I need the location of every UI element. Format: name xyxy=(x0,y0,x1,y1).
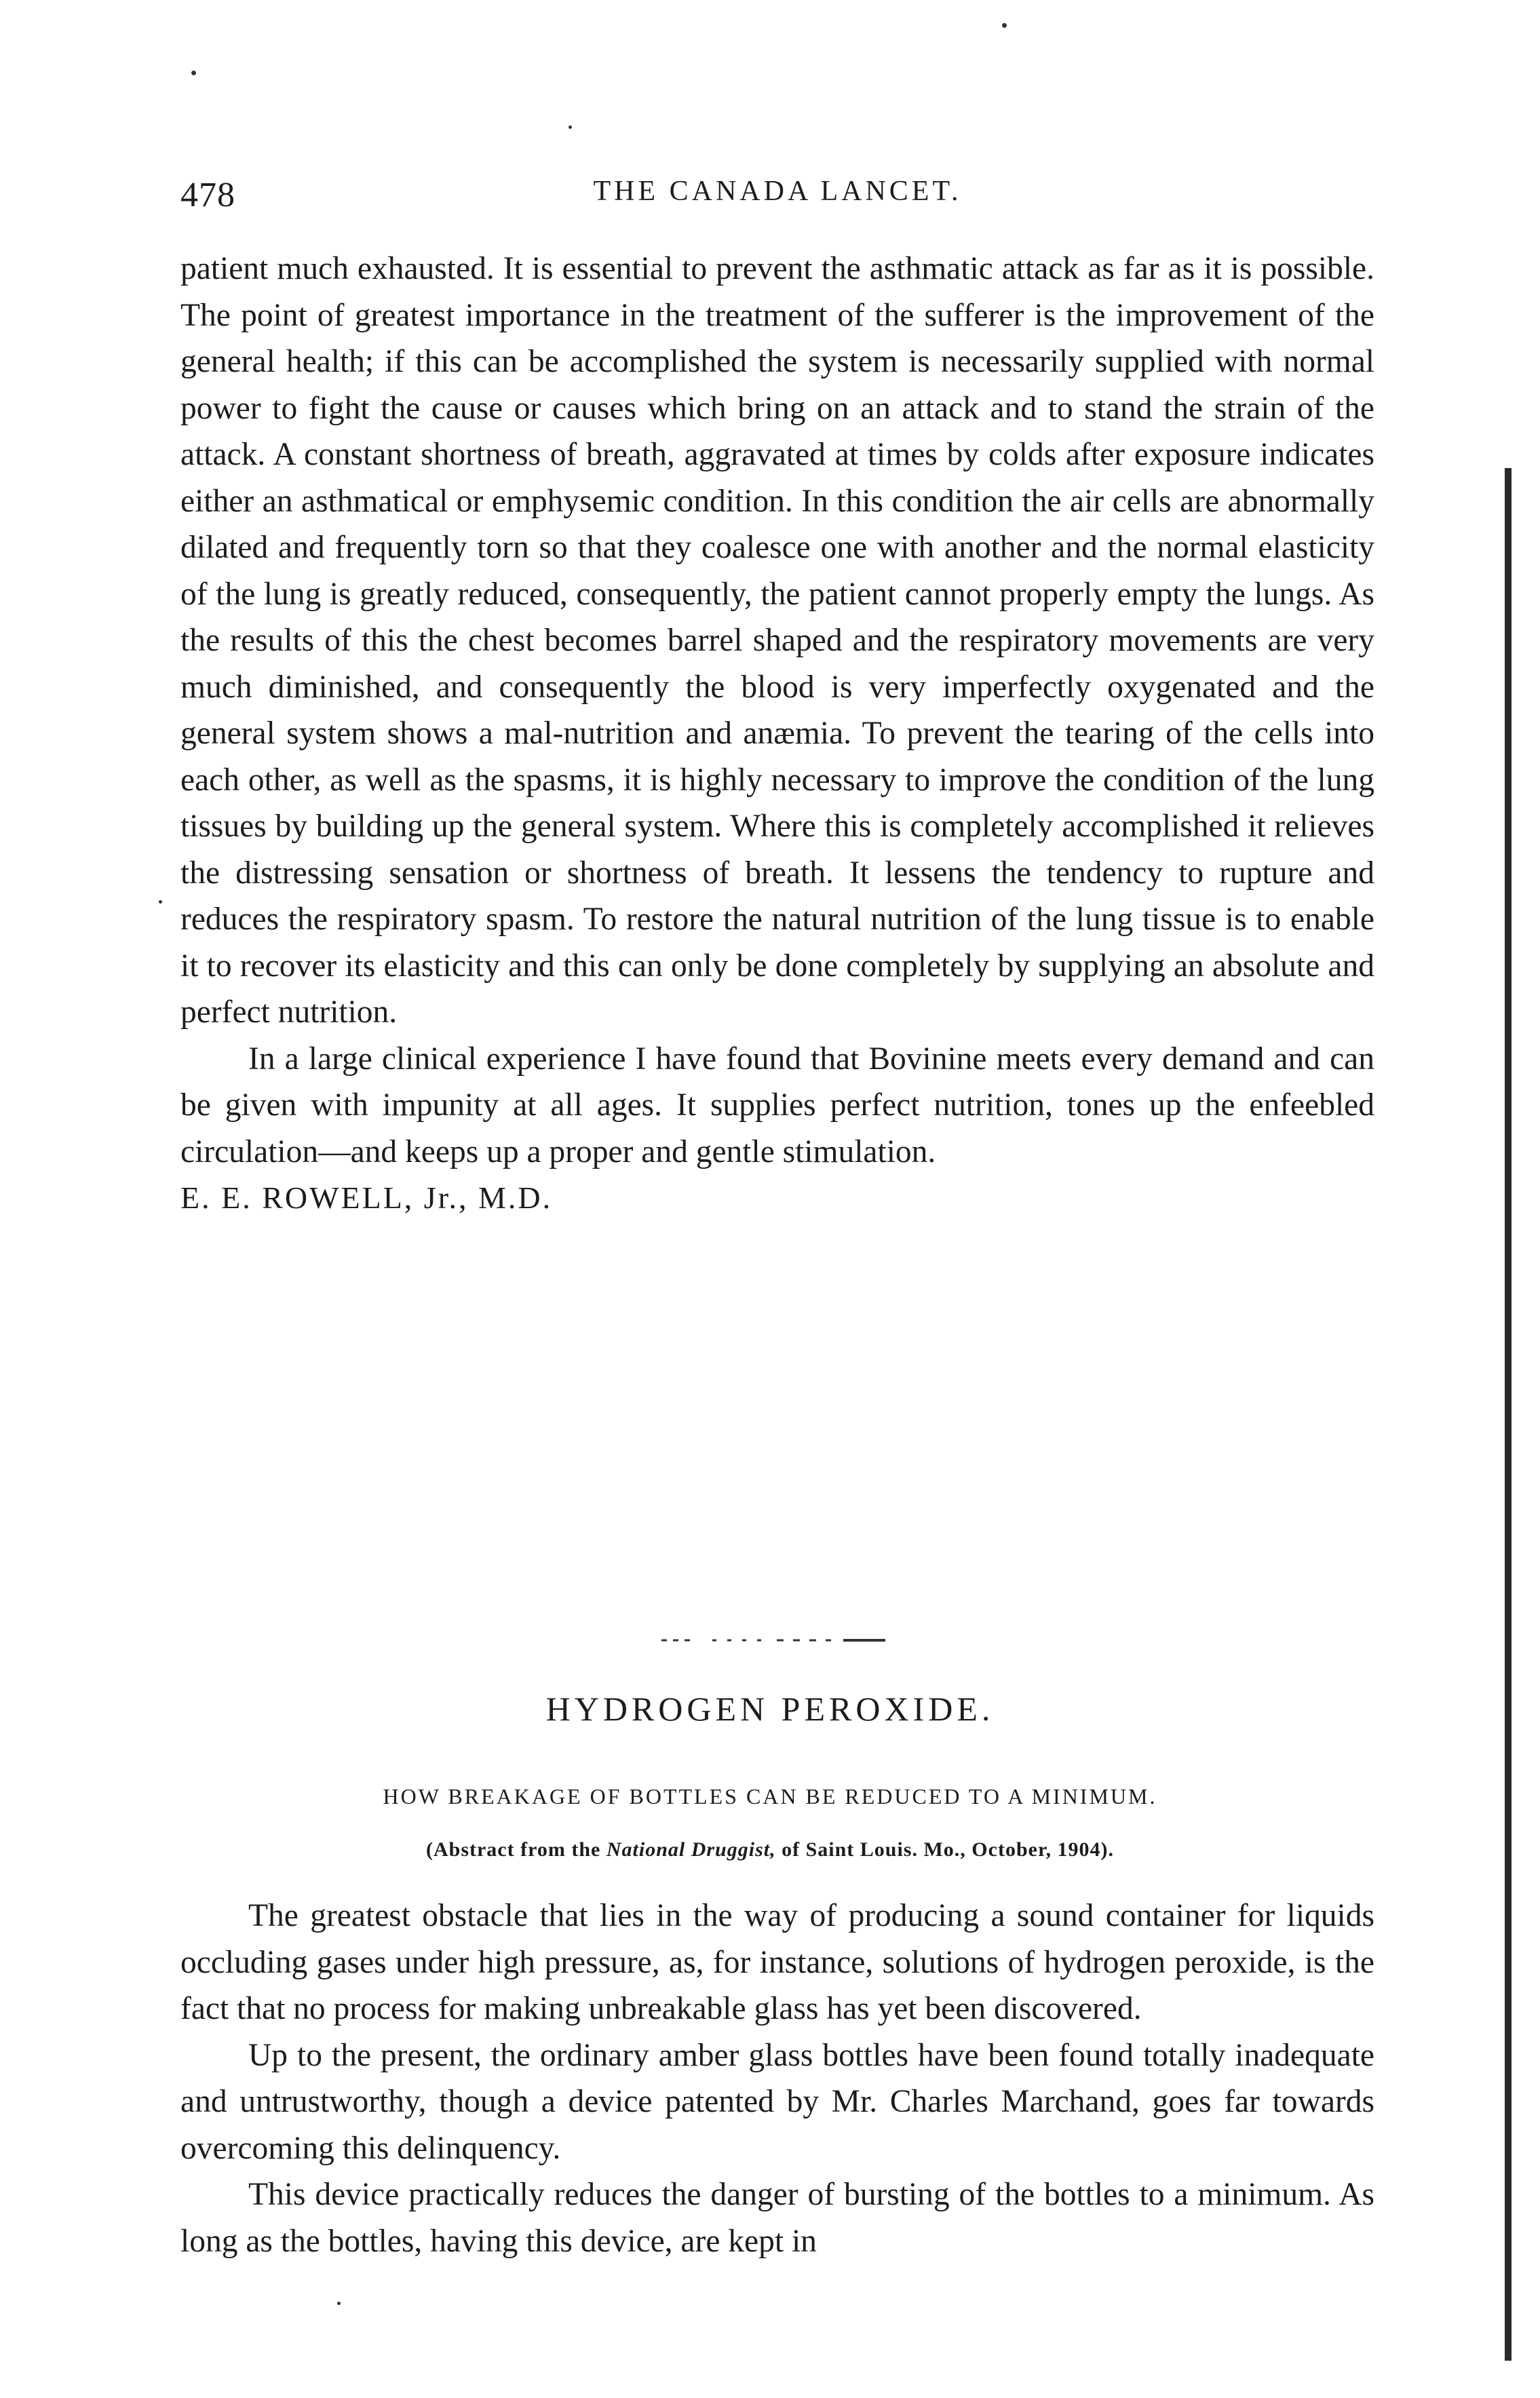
running-title: THE CANADA LANCET. xyxy=(593,176,962,207)
author-signature: E. E. ROWELL, Jr., M.D. xyxy=(180,1180,553,1215)
page-header xyxy=(180,175,1374,223)
scan-speck xyxy=(1002,23,1007,28)
section-title: HYDROGEN PEROXIDE. xyxy=(545,1690,995,1728)
section-body xyxy=(180,1893,1374,2264)
article-body xyxy=(180,246,1374,1222)
scan-speck xyxy=(159,900,162,904)
section-subtitle: HOW BREAKAGE OF BOTTLES CAN BE REDUCED TO A MINIMUM. xyxy=(383,1784,1157,1809)
source-suffix: of Saint Louis. Mo., October, 1904). xyxy=(782,1838,1114,1861)
binding-edge-shadow xyxy=(1505,468,1512,2361)
section-paragraph: The greatest obstacle that lies in the way of producing a sound container for liquids occluding gases under high pressure, as, for instance, solutions of hydrogen peroxide, is the fact that no process for making unbreakable glass has yet been discovered. xyxy=(180,1898,1374,2026)
section-paragraph: This device practically reduces the danger of bursting of the bottles to a minimum. As long as the bottles, having this device, are kept in xyxy=(180,2177,1374,2259)
page-number: 478 xyxy=(180,176,235,214)
section-paragraph: Up to the present, the ordinary amber glass bottles have been found totally inadequate and untrustworthy, though a device patented by Mr. Charles Marchand, goes far towards overcoming this delinquency. xyxy=(180,2037,1374,2166)
section-divider xyxy=(661,1636,885,1644)
article-paragraph: In a large clinical experience I have found that Bovinine meets every demand and can be given with impunity at all ages. It supplies perfect nutrition, tones up the enfeebled circulation—and keeps up a proper and gentle stimulation. xyxy=(180,1041,1374,1169)
scan-speck xyxy=(337,2302,341,2305)
source-journal: National Druggist, xyxy=(606,1838,776,1861)
scan-speck xyxy=(191,71,196,75)
source-prefix: (Abstract from the xyxy=(425,1838,601,1861)
section-source xyxy=(0,1838,1540,1861)
article-paragraph: patient much exhausted. It is essential to prevent the asthmatic attack as far as it is possible. The point of greatest importance in the treatment of the sufferer is the improvement of the general health; if this can be accomplished the system is necessarily supplied with normal power to fight the cause or causes which bring on an attack and to stand the strain of the attack. A constant shortness of breath, aggravated at times by colds after exposure indicates either an asthmatical or emphysemic condition. In this condition the air cells are abnormally dilated and frequently torn so that they coalesce one with another and the normal elasticity of the lung is greatly reduced, consequently, the patient cannot properly empty the lungs. As the results of this the chest becomes barrel shaped and the respiratory movements are very much diminished, and consequently the blood is very imperfectly oxygenated and the general system shows a mal-nutrition and anæmia. To prevent the tearing of the cells into each other, as well as the spasms, it is highly necessary to improve the condition of the lung tissues by building up the general system. Where this is completely accomplished it relieves the distressing sensation or shortness of breath. It lessens the tendency to rupture and reduces the respiratory spasm. To restore the natural nutrition of the lung tissue is to enable it to recover its elasticity and this can only be done completely by supplying an absolute and perfect nutrition. xyxy=(180,251,1374,1030)
scan-speck xyxy=(569,125,572,129)
